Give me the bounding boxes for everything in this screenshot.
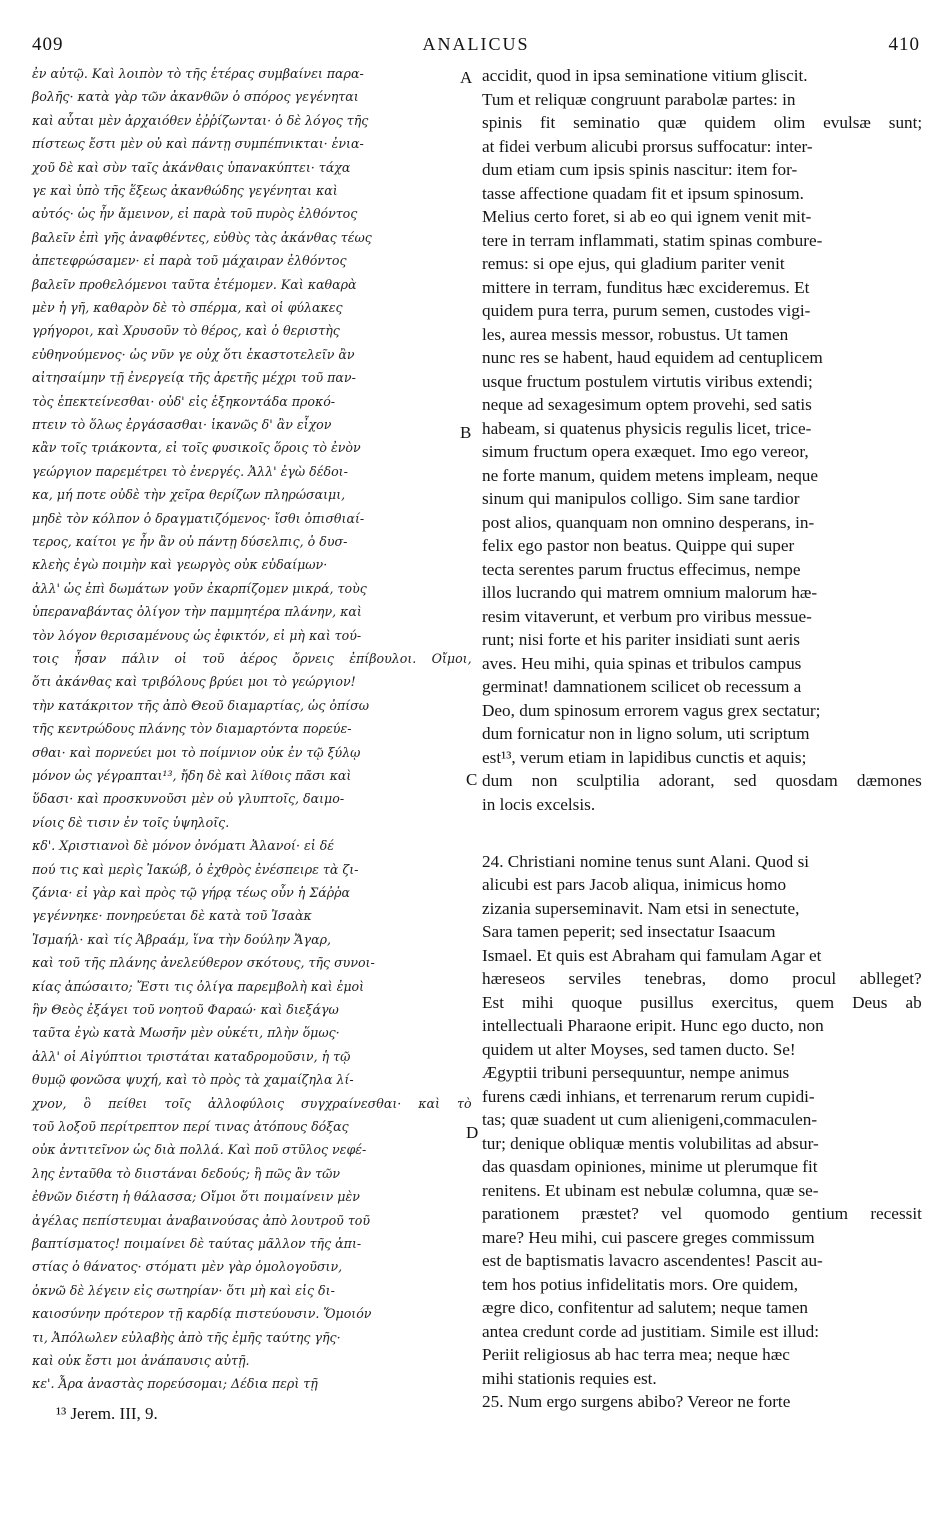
text-line: βολῆς· κατὰ γὰρ τῶν ἀκανθῶν ὁ σπόρος γεγένηται [32, 89, 359, 105]
text-line: ἀγέλας πεπίστευμαι ἀναβαινούσας ἀπὸ λουτροῦ τοῦ [32, 1212, 371, 1228]
footnote: ¹³ Jerem. III, 9. [56, 1404, 158, 1423]
text-line: ὕδασι· καὶ προσκυνοῦσι μὲν οὐ γλυπτοῖς, δαιμο- [32, 791, 345, 807]
text-line: καὶ οὐκ ἔστι μοι ἀνάπαυσις αὐτῇ. [32, 1353, 250, 1368]
text-line: tere in terram inflammati, statim spinas combure- [482, 230, 823, 250]
text-line: λης ἐνταῦθα τὸ διιστάναι δεδούς; ἢ πῶς ἂν τῶν [32, 1165, 341, 1181]
text-line: spinis fit seminatio quæ quidem olim evulsæ sunt; [482, 113, 923, 132]
page-number-right: 410 [888, 34, 920, 55]
text-line: tem hos potius infidelitatis mors. Ore quidem, [482, 1274, 799, 1294]
text-line: νίοις δὲ τισιν ἐν τοῖς ὑψηλοῖς. [32, 814, 230, 830]
text-line: tur; denique obliquæ mentis volubilitas ad absur- [482, 1133, 819, 1153]
text-line: resim vitaverunt, et verbum pro viribus messue- [482, 606, 812, 626]
text-line: est¹³, verum etiam in lapidibus cunctis et aquis; [482, 747, 807, 767]
text-line: γρήγοροι, καὶ Χρυσοῦν τὸ θέρος, καὶ ὁ θεριστὴς [32, 323, 340, 339]
text-line: ἀλλ' οἱ Αἰγύπτιοι τριστάται καταδρομοῦσιν, ἡ τῷ [32, 1048, 351, 1064]
text-line: mittere in terram, funditus hæc excideremus. Et [482, 277, 810, 297]
text-line: τι, Ἀπόλωλεν εὐλαβὴς ἀπὸ τῆς ἐμῆς ταύτης γῆς· [32, 1329, 341, 1345]
text-line: ἀλλ' ὡς ἐπὶ δωμάτων γοῦν ἐκαρπίζομεν μικρά, τοὺς [32, 580, 367, 596]
text-line: zizania superseminavit. Nam etsi in senectute, [482, 898, 800, 918]
text-line: sinum qui manipulos colligo. Sim sane tardior [482, 489, 800, 508]
text-line: tas; quæ suadent ut cum alienigeni,commaculen- [482, 1110, 818, 1129]
text-line: σθαι· καὶ πορνεύει μοι τὸ ποίμνιον οὐκ ἐν τῷ ξύλῳ [32, 744, 361, 760]
text-line: parationem præstet? vel quomodo gentium recessit [482, 1204, 922, 1223]
text-line: furens cædi inhians, et terrenarum rerum cupidi- [482, 1086, 815, 1106]
text-line: Ἰσμαήλ· καὶ τίς Ἀβραάμ, ἵνα τὴν δούλην Ἄγαρ, [32, 931, 331, 947]
margin-letter-b: B [460, 423, 472, 442]
text-line: in locis excelsis. [482, 794, 596, 814]
text-line: ἀπετεφρώσαμεν· εἰ παρὰ τοῦ μάχαιραν ἐλθόντος [32, 253, 347, 269]
text-line: ἣν Θεὸς ἐξάγει τοῦ νοητοῦ Φαραώ· καὶ διεξάγω [32, 1002, 339, 1017]
text-line: χνον, ὃ πείθει τοῖς ἀλλοφύλοις συγχραίνεσθαι· καὶ τὸ [32, 1095, 472, 1111]
text-line: τὴν κατάκριτον τῆς ἀπὸ Θεοῦ διαμαρτίας, ὡς ὀπίσω [32, 697, 370, 713]
text-line: Deo, dum spinosum errorem vagus grex sectatur; [482, 700, 821, 720]
text-line: at fidei verbum alicubi prorsus suffocatur: inter- [482, 136, 813, 156]
text-line: κἂν τοῖς τριάκοντα, εἰ τοῖς φυσικοῖς ὅροις τὸ ἐνὸν [32, 440, 361, 456]
text-line: τὸς ἐπεκτείνεσθαι· οὐδ' εἰς ἑξηκοντάδα προκό- [32, 393, 336, 409]
text-line: hæreseos serviles tenebras, domo procul ablleget? [482, 969, 922, 988]
text-line: μὲν ἡ γῆ, καθαρὸν δὲ τὸ σπέρμα, καὶ οἱ φύλακες [32, 300, 343, 315]
text-line: καὶ τοῦ τῆς πλάνης ἀνελεύθερον σκότους, τῆς συνοι- [32, 955, 375, 971]
text-line: ὅτι ἀκάνθας καὶ τριβόλους βρύει μοι τὸ γεώργιον! [32, 674, 356, 690]
text-line: Est mihi quoque pusillus exercitus, quem Deus ab [482, 992, 922, 1012]
text-line: germinat! damnationem scilicet ob recessum a [482, 677, 802, 696]
text-line: quidem pura terra, purum semen, custodes vigi- [482, 301, 811, 320]
text-line: τῆς κεντρώδους πλάνης τὸν διαμαρτόντα πορεύε- [32, 721, 352, 737]
text-line: felix ego pastor non beatus. Quippe qui super [482, 536, 795, 555]
text-line: γε καὶ ὑπὸ τῆς ἕξεως ἀκανθώδης γεγένηται καὶ [32, 183, 338, 198]
text-line: Ægyptii tribuni persequuntur, nempe animus [482, 1063, 790, 1082]
text-line: 24. Christiani nomine tenus sunt Alani. Quod si [482, 851, 810, 871]
text-line: κίας ἀπώσαιτο; Ἔστι τις ὀλίγα παρεμβολὴ καὶ ἐμοὶ [32, 978, 365, 994]
page-number-left: 409 [32, 34, 64, 55]
text-line: αἰτησαίμην τῇ ἐνεργείᾳ τῆς ἀρετῆς μέχρι τοῦ παν- [32, 370, 356, 386]
text-line: ne forte manum, quidem metens impleam, neque [482, 465, 819, 485]
text-line: Periit religiosus ab hac terra mea; neque hæc [482, 1345, 790, 1364]
text-line: εὐθηνούμενος· ὡς νῦν γε οὐχ ὅτι ἑκαστοτελεῖν ἂν [32, 346, 355, 362]
text-line: 25. Num ergo surgens abibo? Vereor ne forte [482, 1392, 791, 1411]
text-line: simum fructum opera exæquet. Imo ego vereor, [482, 442, 809, 461]
text-line: κε'. Ἆρα ἀναστὰς πορεύσομαι; Δέδια περὶ τῇ [32, 1376, 318, 1392]
text-line: neque ad sexagesimum optem provehi, sed satis [482, 395, 812, 414]
text-line: γεώργιον παρεμέτρει τὸ ἐνεργές. Ἀλλ' ἐγὼ δέδοι- [32, 463, 348, 479]
text-line: Melius certo foret, si ab eo qui ignem venit mit- [482, 207, 812, 226]
text-line: aves. Heu mihi, quia spinas et tribulos campus [482, 653, 802, 673]
text-line: antea credunt corde ad justitiam. Simile est illud: [482, 1321, 819, 1341]
text-line: illos lucrando qui matrem omnium malorum hæ- [482, 583, 818, 602]
text-line: ἐν αὐτῷ. Καὶ λοιπὸν τὸ τῆς ἑτέρας συμβαίνει παρα- [32, 66, 364, 81]
text-line: ὀκνῶ δὲ λέγειν εἰς σωτηρίαν· ὅτι μὴ καὶ εἰς δι- [32, 1282, 335, 1298]
text-line: χοῦ δὲ καὶ σὺν ταῖς ἀκάνθαις ὑπανακύπτει· τάχα [32, 159, 351, 175]
text-line: τὸν λόγον θερισαμένους ὡς ἐφικτόν, εἰ μὴ καὶ τού- [32, 627, 362, 643]
text-line: mihi stationis requies est. [482, 1368, 657, 1388]
text-line: Sara tamen peperit; sed insectatur Isaacum [482, 922, 776, 941]
text-line: dum non sculptilia adorant, sed quosdam dæmones [482, 771, 922, 790]
text-line: Tum et reliquæ congruunt parabolæ partes: in [482, 89, 796, 109]
text-line: mare? Heu mihi, cui pascere greges commissum [482, 1227, 815, 1247]
text-line: post alios, quanquam non omnino desperans, in- [482, 512, 815, 532]
text-line: ægre dico, confitentur ad salutem; neque tamen [482, 1298, 808, 1317]
text-line: οὐκ ἀντιτεῖνον ὡς διὰ πολλά. Καὶ ποῦ στῦλος νεφέ- [32, 1142, 367, 1158]
text-line: accidit, quod in ipsa seminatione vitium gliscit. [482, 66, 808, 85]
text-line: θυμῷ φονῶσα ψυχή, καὶ τὸ πρὸς τὰ χαμαίζηλα λί- [32, 1072, 354, 1088]
text-line: κα, μή ποτε οὐδὲ τὴν χεῖρα θερίζων πληρώσαιμι, [32, 487, 346, 503]
text-line: πτειν τὸ ὅλως ἐργάσασθαι· ἱκανῶς δ' ἂν εἶχον [32, 417, 332, 432]
text-line: κδ'. Χριστιανοὶ δὲ μόνον ὀνόματι Ἀλανοί· εἰ δέ [32, 838, 335, 854]
text-line: ζάνια· εἰ γὰρ καὶ πρὸς τῷ γήρᾳ τέως οὖν ἡ Σάῤῥα [32, 885, 351, 900]
text-line: βαπτίσματος! ποιμαίνει δὲ ταύτας μᾶλλον τῆς ἀπι- [32, 1236, 362, 1251]
text-line: πού τις καὶ μερὶς Ἰακώβ, ὁ ἐχθρὸς ἐνέσπειρε τὰ ζι- [32, 861, 359, 877]
running-title: ANALICUS [422, 34, 530, 54]
text-line: τερος, καίτοι γε ἦν ἂν οὐ πάντῃ δύσελπις, ὁ δυσ- [32, 534, 348, 549]
text-line: μηδὲ τὸν κόλπον ὁ δραγματιζόμενος· ἴσθι ὀπισθιαί- [32, 510, 365, 526]
margin-letter-c: C [466, 770, 478, 789]
text-line: καιοσύνην πρότερον τῇ καρδίᾳ πιστεύουσιν. Ὅμοιόν [32, 1306, 372, 1322]
text-line: quidem ut alter Moyses, sed tamen ducto. Se! [482, 1039, 796, 1059]
text-line: γεγέννηκε· πονηρεύεται δὲ κατὰ τοῦ Ἰσαὰκ [32, 908, 312, 924]
text-line: τοῦ λοξοῦ περίτρεπτον περί τινας ἀτόπους δόξας [32, 1119, 349, 1134]
text-line: ταῦτα ἐγὼ κατὰ Μωσῆν μὲν οὐκέτι, πλὴν ὅμως· [32, 1025, 340, 1041]
text-line: alicubi est pars Jacob aliqua, inimicus homo [482, 875, 787, 894]
text-line: remus: si ope ejus, qui gladium pariter venit [482, 254, 785, 273]
text-line: nunc res se habent, haud equidem ad centuplicem [482, 348, 823, 367]
margin-letter-a: A [460, 68, 473, 87]
text-line: habeam, si quatenus physicis regulis licet, trice- [482, 418, 812, 438]
text-line: μόνον ὡς γέγραπται¹³, ἤδη δὲ καὶ λίθοις πᾶσι καὶ [32, 768, 352, 783]
text-line: tecta serentes parum fructus effecimus, nempe [482, 559, 801, 579]
text-line: καὶ αὗται μὲν ἀρχαιόθεν ἐῤῥίζωνται· ὁ δὲ λόγος τῆς [32, 112, 369, 128]
text-line: βαλεῖν ἐπὶ γῆς ἀναφθέντες, εὐθὺς τὰς ἀκάνθας τέως [32, 229, 372, 245]
margin-letter-d: D [466, 1123, 479, 1142]
text-line: dum fornicatur non in ligno solum, uti scriptum [482, 724, 810, 743]
text-line: usque fructum postulem virtutis viribus extendi; [482, 371, 813, 391]
text-line: βαλεῖν προθελόμενοι ταῦτα ἐτέμομεν. Καὶ καθαρὰ [32, 276, 357, 292]
text-line: tasse affectione quadam fit et ipsum spinosum. [482, 183, 804, 203]
text-line: est de baptismatis lavacro ascendentes! Pascit au- [482, 1251, 823, 1270]
text-line: ἐθνῶν διέστη ἡ θάλασσα; Οἴμοι ὅτι ποιμαίνειν μὲν [32, 1189, 360, 1205]
text-line: τοις ἦσαν πάλιν οἱ τοῦ ἀέρος ὄρνεις ἐπίβουλοι. Οἴμοι, [32, 651, 472, 666]
text-line: πίστεως ἔστι μὲν οὐ καὶ πάντῃ συμπέπνικται· ἐνια- [32, 136, 364, 152]
text-line: κλεὴς ἐγὼ ποιμὴν καὶ γεωργὸς οὐκ εὐδαίμων· [32, 557, 328, 573]
text-line: runt; nisi forte et his pariter insidiati sunt aeris [482, 630, 800, 649]
text-line: das quasdam opiniones, minime ut plerumque fit [482, 1157, 818, 1176]
text-line: ὑπεραναβάντας ὀλίγον τὴν παμμητέρα πλάνην, καὶ [32, 604, 362, 620]
text-line: αὐτός· ὡς ἦν ἄμεινον, εἰ παρὰ τοῦ πυρὸς ἐλθόντος [32, 206, 358, 222]
text-line: dum etiam cum ipsis spinis nascitur: item for- [482, 160, 798, 179]
text-line: Ismael. Et quis est Abraham qui famulam Agar et [482, 945, 822, 965]
text-line: intellectuali Pharaone eripit. Hunc ego ducto, non [482, 1016, 824, 1035]
text-line: les, aurea messis messor, robustus. Ut tamen [482, 324, 789, 344]
text-line: στίας ὁ θάνατος· στόματι μὲν γὰρ ὁμολογοῦσιν, [32, 1259, 343, 1275]
text-line: renitens. Et ubinam est nebulæ columna, quæ se- [482, 1180, 819, 1200]
